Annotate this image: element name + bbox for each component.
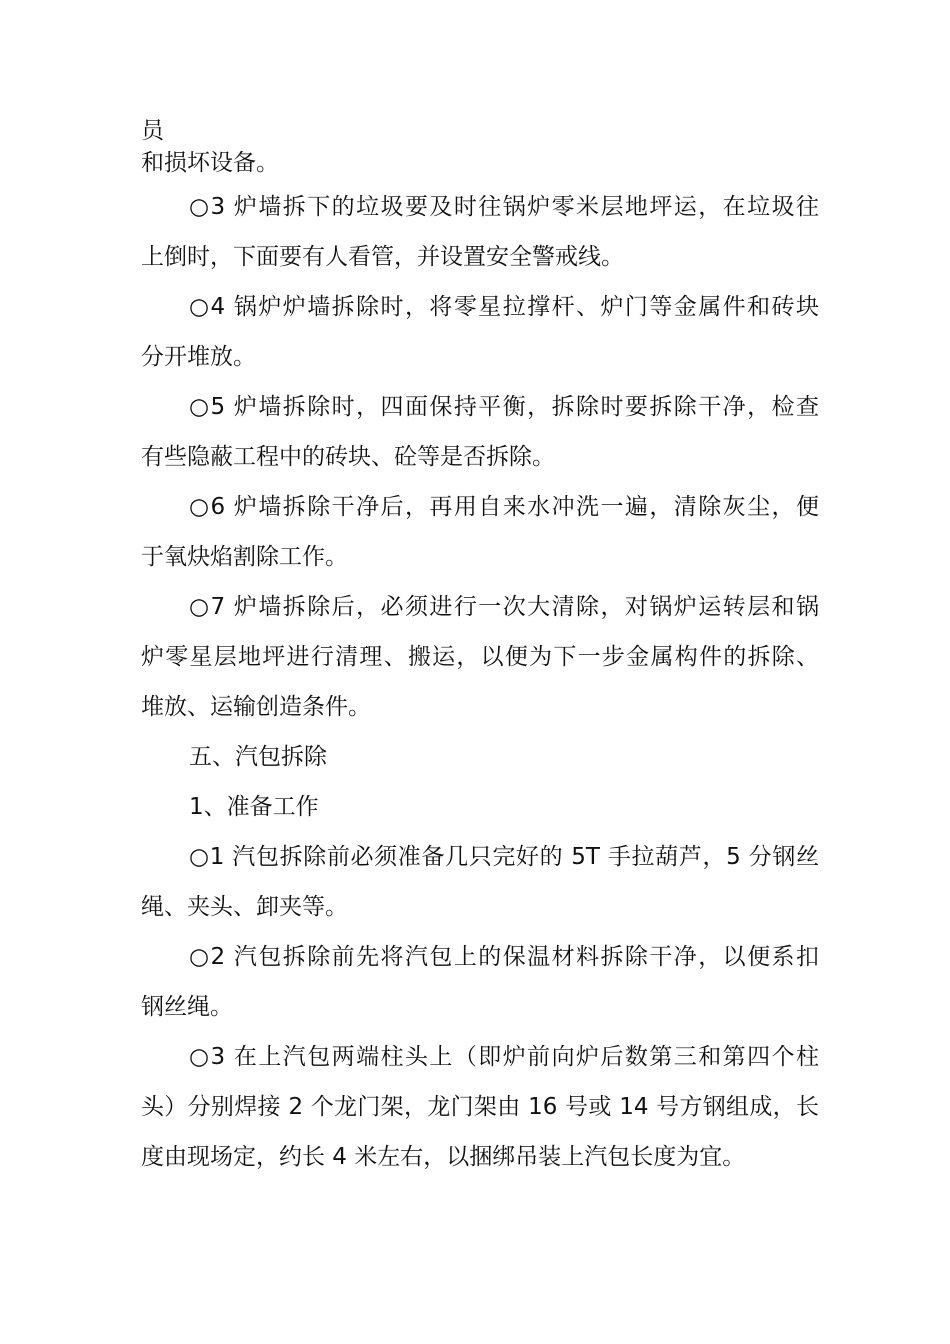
subsection-heading: 1、准备工作	[189, 794, 319, 820]
text-line-8: 有些隐蔽工程中的砖块、砼等是否拆除。	[141, 444, 555, 470]
text-line-20: ○3 在上汽包两端柱头上（即炉前向炉后数第三和第四个柱	[189, 1044, 819, 1070]
text-line-5: ○4 锅炉炉墙拆除时，将零星拉撑杆、炉门等金属件和砖块	[189, 294, 819, 320]
section-heading: 五、汽包拆除	[189, 744, 327, 770]
text-line-7: ○5 炉墙拆除时，四面保持平衡，拆除时要拆除干净，检查	[189, 394, 819, 420]
text-line-4: 上倒时，下面要有人看管，并设置安全警戒线。	[141, 244, 624, 270]
text-line-11: ○7 炉墙拆除后，必须进行一次大清除，对锅炉运转层和锅	[189, 594, 819, 620]
text-line-19: 钢丝绳。	[141, 994, 233, 1020]
text-line-1: 员	[141, 118, 164, 144]
text-line-18: ○2 汽包拆除前先将汽包上的保温材料拆除干净，以便系扣	[189, 944, 819, 970]
text-line-17: 绳、夹头、卸夹等。	[141, 894, 348, 920]
text-line-2: 和损坏设备。	[141, 150, 279, 176]
text-line-12: 炉零星层地坪进行清理、搬运，以便为下一步金属构件的拆除、	[141, 644, 819, 670]
text-line-3: ○3 炉墙拆下的垃圾要及时往锅炉零米层地坪运，在垃圾往	[189, 194, 819, 220]
text-line-13: 堆放、运输创造条件。	[141, 694, 371, 720]
text-line-22: 度由现场定，约长 4 米左右，以捆绑吊装上汽包长度为宜。	[141, 1144, 746, 1170]
text-line-9: ○6 炉墙拆除干净后，再用自来水冲洗一遍，清除灰尘，便	[189, 494, 819, 520]
text-line-16: ○1 汽包拆除前必须准备几只完好的 5T 手拉葫芦，5 分钢丝	[189, 844, 819, 870]
text-line-6: 分开堆放。	[141, 344, 256, 370]
text-line-10: 于氧炔焰割除工作。	[141, 544, 348, 570]
text-line-21: 头）分别焊接 2 个龙门架，龙门架由 16 号或 14 号方钢组成，长	[141, 1094, 819, 1120]
